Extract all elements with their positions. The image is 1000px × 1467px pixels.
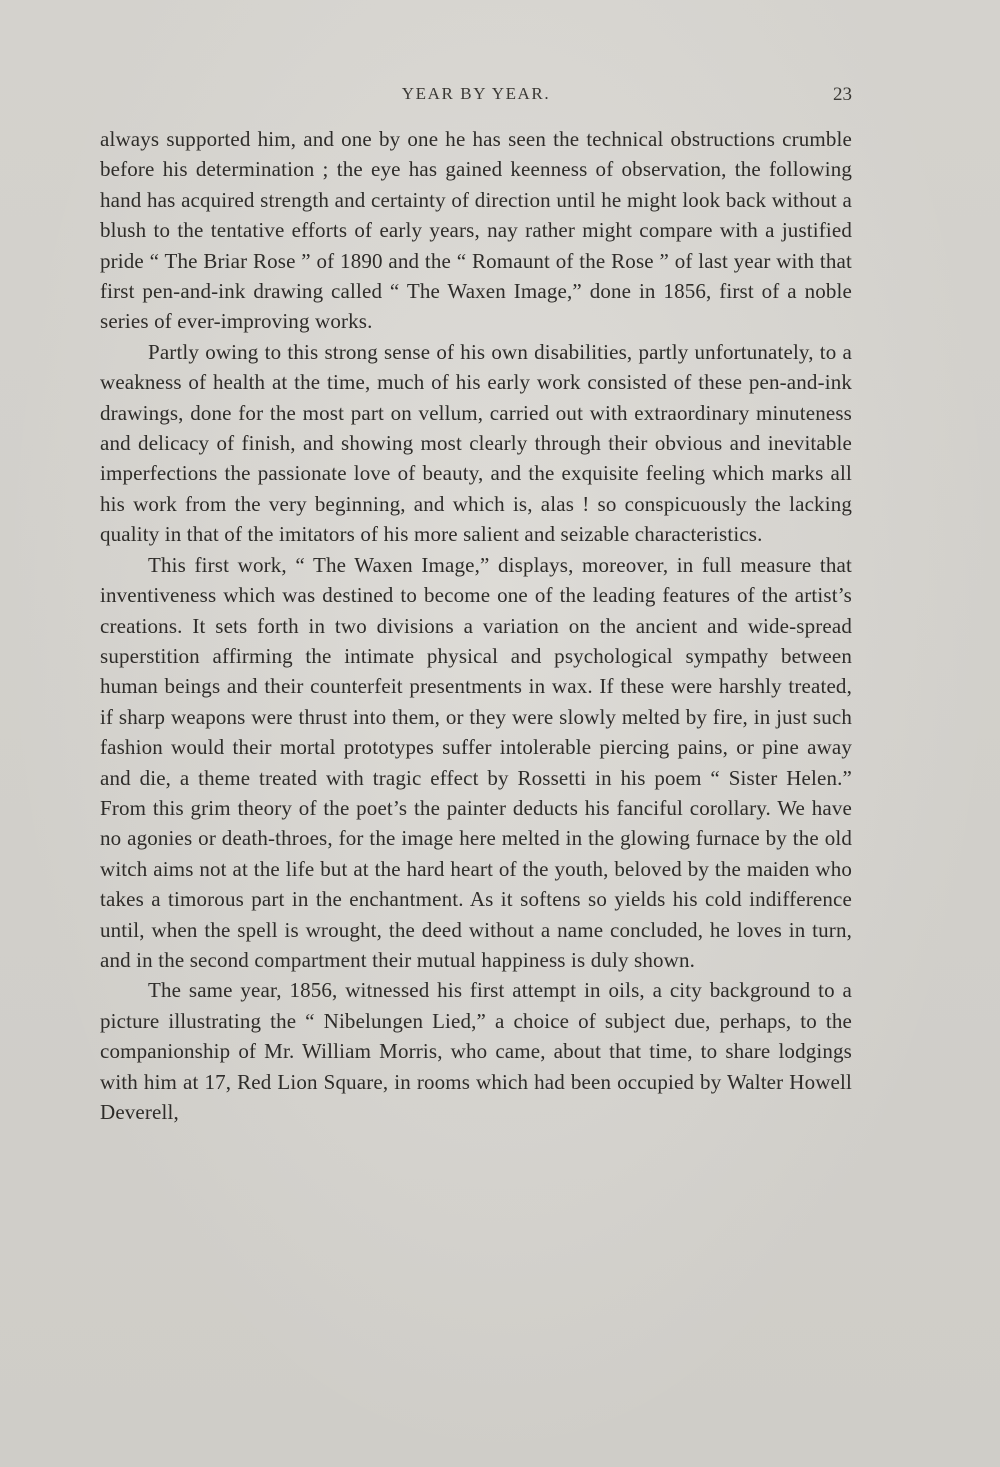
- paragraph-first-oils: The same year, 1856, witnessed his first attempt in oils, a city background to a picture illustrating the “ Nibelungen Lied,” a choice of subject due, perhaps, to the companionship of Mr. William Morris, who came, about that time, to share lodgings with him at 17, Red Lion Square, in rooms which had been occupied by Walter Howell Deverell,: [100, 978, 852, 1124]
- running-title: YEAR BY YEAR.: [401, 84, 551, 103]
- page-number: 23: [833, 84, 852, 105]
- paragraph-waxen-image: This first work, “ The Waxen Image,” displays, moreover, in full measure that inventiveness which was destined to become one of the leading features of the artist’s creations. It sets forth in two divisions a variation on the ancient and wide-spread superstition affirming the intimate physical and psychological sympathy between human beings and their counterfeit presentments in wax. If these were harshly treated, if sharp weapons were thrust into them, or they were slowly melted by fire, in just such fashion would their mortal prototypes suffer intolerable piercing pains, or pine away and die, a theme treated with tragic effect by Rossetti in his poem “ Sister Helen.” From this grim theory of the poet’s the painter deducts his fanciful corollary. We have no agonies or death-throes, for the image here melted in the glowing furnace by the old witch aims not at the life but at the hard heart of the youth, beloved by the maiden who takes a timorous part in the enchantment. As it softens so yields his cold indifference until, when the spell is wrought, the deed without a name concluded, he loves in turn, and in the second compartment their mutual happiness is duly shown.: [100, 552, 852, 972]
- running-head: [100, 80, 852, 110]
- body-text: [100, 124, 852, 1127]
- paragraph-disabilities: Partly owing to this strong sense of his own disabilities, partly unfortunately, to a weakness of health at the time, much of his early work consisted of these pen-and-ink drawings, done for the most part on vellum, carried out with extraordinary minuteness and delicacy of finish, and showing most clearly through their obvious and inevitable imperfections the passionate love of beauty, and the exquisite feeling which marks all his work from the very beginning, and which is, alas ! so conspicuously the lacking quality in that of the imitators of his more salient and seizable characteristics.: [100, 339, 852, 547]
- paragraph-continued: always supported him, and one by one he has seen the technical obstructions crumble before his determination ; the eye has gained keenness of observation, the following hand has acquired strength and certainty of direction until he might look back without a blush to the tentative efforts of early years, nay rather might compare with a justified pride “ The Briar Rose ” of 1890 and the “ Romaunt of the Rose ” of last year with that first pen-and-ink drawing called “ The Waxen Image,” done in 1856, first of a noble series of ever-improving works.: [100, 127, 852, 334]
